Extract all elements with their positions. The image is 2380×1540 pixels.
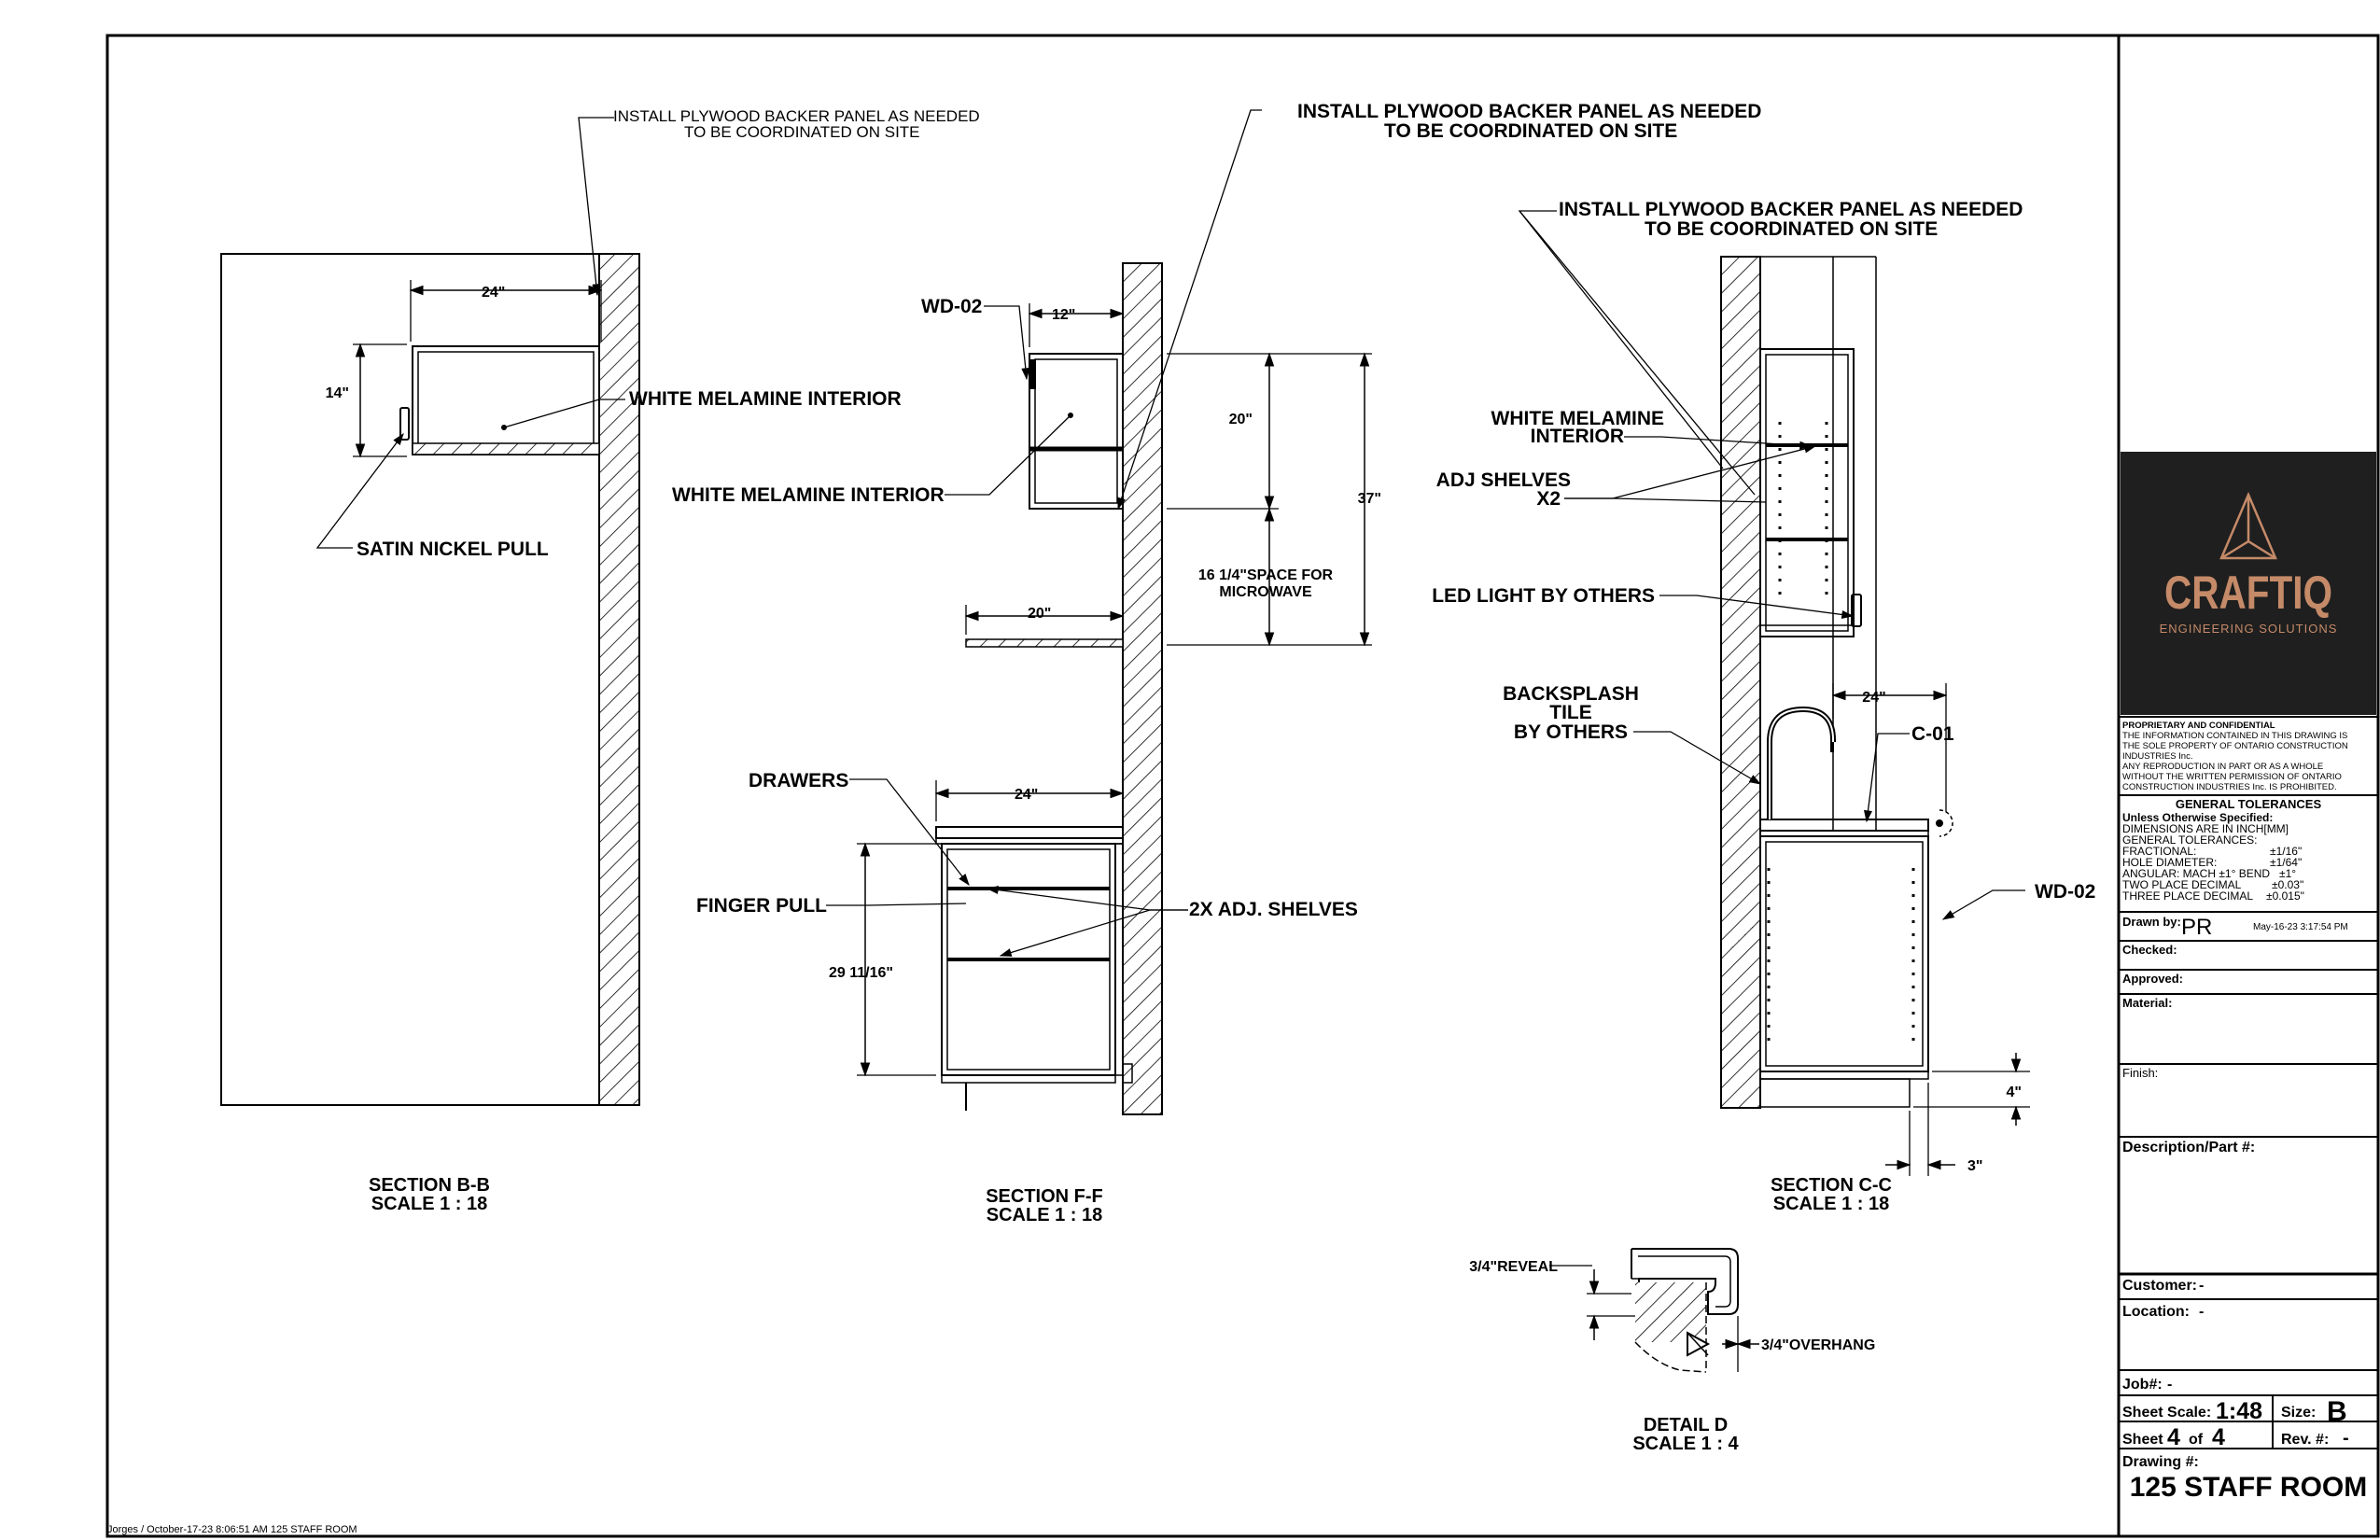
drawing-number-label: Drawing #:: [2122, 1454, 2199, 1470]
tolerance-value-2: ±1/64": [2270, 856, 2303, 869]
sheet-scale-label: Sheet Scale:: [2122, 1405, 2212, 1421]
size-value: B: [2327, 1396, 2347, 1427]
section-cc-scale: SCALE 1 : 18: [1772, 1194, 1890, 1214]
sheet-number: 4: [2167, 1424, 2180, 1450]
section-ff-dim-base-depth: 24": [1015, 787, 1039, 803]
proprietary-line-5: ANY REPRODUCTION IN PART OR AS A WHOLE: [2122, 762, 2324, 772]
section-ff-dim-base-height: 29 11/16": [829, 965, 893, 981]
section-bb-upper-cabinet: [413, 346, 599, 455]
tolerance-line-4: FRACTIONAL:: [2122, 845, 2197, 858]
checked-label: Checked:: [2122, 943, 2177, 957]
tolerance-line-1: Unless Otherwise Specified:: [2122, 811, 2274, 824]
section-cc-countertop: [1760, 819, 1928, 831]
section-cc-title: SECTION C-C: [1771, 1175, 1892, 1196]
tolerance-value-4: ±0.03": [2272, 878, 2304, 891]
section-ff-label-finger-pull: FINGER PULL: [696, 895, 827, 917]
rev-label: Rev. #:: [2281, 1432, 2330, 1448]
section-cc-tag-c01: C-01: [1911, 723, 1954, 745]
tolerance-line-8: THREE PLACE DECIMAL: [2122, 889, 2254, 903]
detail-d-title: DETAIL D: [1643, 1415, 1729, 1435]
tolerance-line-7: TWO PLACE DECIMAL: [2122, 878, 2242, 891]
proprietary-line-3: THE SOLE PROPERTY OF ONTARIO CONSTRUCTION: [2122, 741, 2348, 751]
section-bb-dim-width: 24": [482, 285, 506, 301]
section-cc-callout-line-1: INSTALL PLYWOOD BACKER PANEL AS NEEDED: [1559, 199, 2023, 220]
section-bb-text: [325, 107, 983, 1214]
section-ff-callout-line-2: TO BE COORDINATED ON SITE: [1384, 120, 1678, 142]
size-label: Size:: [2281, 1405, 2317, 1421]
section-ff-upper-cabinet: [1029, 354, 1123, 509]
section-ff-dim-upper-height: 20": [1228, 412, 1253, 427]
sheet-scale-value: 1:48: [2216, 1398, 2263, 1424]
section-cc-label-led: LED LIGHT BY OTHERS: [1432, 585, 1655, 607]
section-ff-label-interior: WHITE MELAMINE INTERIOR: [672, 484, 945, 506]
plot-stamp: Jorges / October-17-23 8:06:51 AM 125 STAFF ROOM: [107, 1524, 357, 1535]
section-bb-callout-line-2: TO BE COORDINATED ON SITE: [684, 123, 920, 141]
faucet-icon: [1770, 709, 1833, 819]
drawing-number: 125 STAFF ROOM: [2129, 1472, 2368, 1503]
section-ff-microwave-line-1: 16 1/4"SPACE FOR: [1197, 567, 1334, 583]
section-cc-text: [1432, 199, 2095, 1214]
sheet-border: [107, 35, 2378, 1536]
proprietary-notice: [2122, 721, 2348, 792]
section-ff-text: [672, 101, 1761, 1225]
detail-d-label-reveal: 3/4"REVEAL: [1469, 1259, 1558, 1275]
location-label: Location:: [2122, 1304, 2190, 1320]
tolerance-line-5: HOLE DIAMETER:: [2122, 856, 2218, 869]
logo-tagline: ENGINEERING SOLUTIONS: [2159, 622, 2338, 636]
section-cc-label-interior-2: INTERIOR: [1530, 426, 1624, 447]
section-ff-scale: SCALE 1 : 18: [986, 1205, 1103, 1225]
job-label: Job#:: [2122, 1377, 2163, 1393]
section-ff-label-drawers: DRAWERS: [749, 770, 849, 791]
proprietary-line-4: INDUSTRIES Inc.: [2122, 751, 2193, 762]
title-block: [2119, 452, 2378, 1503]
section-cc-dim-depth: 24": [1862, 690, 1886, 706]
proprietary-line-2: THE INFORMATION CONTAINED IN THIS DRAWING IS: [2122, 731, 2348, 741]
section-bb-title: SECTION B-B: [369, 1175, 490, 1196]
detail-d-label-overhang: 3/4"OVERHANG: [1761, 1337, 1876, 1353]
section-ff-countertop: [936, 827, 1123, 838]
section-ff-dim-upper-depth: 12": [1052, 307, 1076, 323]
section-cc-wall: [1721, 257, 1760, 1108]
section-ff-title: SECTION F-F: [986, 1186, 1103, 1207]
section-cc-label-backsplash-3: BY OTHERS: [1513, 721, 1629, 743]
section-ff-tag-wd02: WD-02: [921, 296, 983, 317]
rev-value: -: [2343, 1428, 2349, 1449]
drawn-by-value: PR: [2181, 915, 2213, 940]
detail-d: [1549, 1249, 1759, 1372]
general-tolerances: [2122, 797, 2321, 903]
tolerance-line-3: GENERAL TOLERANCES:: [2122, 833, 2258, 847]
section-cc-base-cabinet: [1760, 836, 1928, 1071]
section-cc-label-adj-1: ADJ SHELVES: [1435, 469, 1571, 491]
section-ff-label-shelves: 2X ADJ. SHELVES: [1189, 899, 1358, 920]
location-value: -: [2199, 1304, 2205, 1320]
job-value: -: [2167, 1377, 2173, 1393]
approved-label: Approved:: [2122, 972, 2183, 986]
section-bb-dim-height: 14": [325, 385, 349, 401]
section-bb-callout-line-1: INSTALL PLYWOOD BACKER PANEL AS NEEDED: [613, 107, 980, 125]
drawn-date: May-16-23 3:17:54 PM: [2253, 922, 2348, 932]
section-cc-label-interior-1: WHITE MELAMINE: [1491, 408, 1664, 429]
section-ff-dim-overall: 37": [1357, 491, 1381, 507]
section-ff-microwave-shelf: [966, 639, 1123, 647]
detail-d-substrate: [1635, 1282, 1706, 1342]
section-bb-label-pull: SATIN NICKEL PULL: [357, 539, 549, 560]
material-label: Material:: [2122, 996, 2173, 1010]
tolerance-value-1: ±1/16": [2270, 845, 2303, 858]
section-ff-microwave-line-2: MICROWAVE: [1219, 584, 1312, 600]
tolerance-line-6: ANGULAR: MACH ±1° BEND: [2122, 867, 2271, 880]
section-bb-scale: SCALE 1 : 18: [371, 1194, 488, 1214]
section-cc-upper-cabinet: [1760, 349, 1854, 637]
description-label: Description/Part #:: [2122, 1140, 2256, 1155]
proprietary-line-1: PROPRIETARY AND CONFIDENTIAL: [2122, 721, 2275, 731]
sheet-total: 4: [2212, 1424, 2225, 1450]
section-ff-wall: [1123, 263, 1162, 1114]
section-ff-callout-line-1: INSTALL PLYWOOD BACKER PANEL AS NEEDED: [1297, 101, 1762, 122]
finish-label: Finish:: [2122, 1066, 2159, 1080]
customer-label: Customer:: [2122, 1278, 2198, 1294]
tolerance-value-3: ±1°: [2279, 867, 2297, 880]
customer-value: -: [2199, 1278, 2205, 1294]
section-cc-dim-toe-depth: 3": [1967, 1158, 1983, 1174]
section-bb-wall: [599, 254, 639, 1105]
section-cc-label-adj-2: X2: [1536, 488, 1561, 510]
satin-nickel-pull-icon: [400, 408, 409, 440]
section-cc-label-backsplash-1: BACKSPLASH: [1503, 683, 1639, 705]
section-bb-elevation-outline: [221, 254, 599, 1105]
section-cc-dim-toe-height: 4": [2006, 1085, 2022, 1100]
proprietary-line-6: WITHOUT THE WRITTEN PERMISSION OF ONTARIO: [2122, 772, 2342, 782]
sheet-of-label: of: [2189, 1432, 2204, 1448]
section-ff-dim-shelf: 20": [1028, 606, 1052, 622]
section-ff: [826, 110, 1372, 1114]
logo-company: CRAFTIQ: [2164, 567, 2332, 619]
tolerances-heading: GENERAL TOLERANCES: [2175, 797, 2322, 811]
section-bb-label-interior: WHITE MELAMINE INTERIOR: [629, 388, 902, 410]
section-cc-tag-wd02: WD-02: [2035, 881, 2096, 903]
detail-d-scale: SCALE 1 : 4: [1632, 1434, 1739, 1454]
section-cc-label-backsplash-2: TILE: [1549, 702, 1592, 723]
tolerance-value-5: ±0.015": [2266, 889, 2304, 903]
section-cc-callout-line-2: TO BE COORDINATED ON SITE: [1645, 218, 1939, 240]
drawn-by-label: Drawn by:: [2122, 915, 2181, 929]
proprietary-line-7: CONSTRUCTION INDUSTRIES Inc. IS PROHIBITED.: [2122, 782, 2337, 792]
section-bb: [221, 118, 639, 1105]
sheet-label: Sheet: [2122, 1432, 2163, 1448]
tolerance-line-2: DIMENSIONS ARE IN INCH[MM]: [2122, 822, 2289, 835]
